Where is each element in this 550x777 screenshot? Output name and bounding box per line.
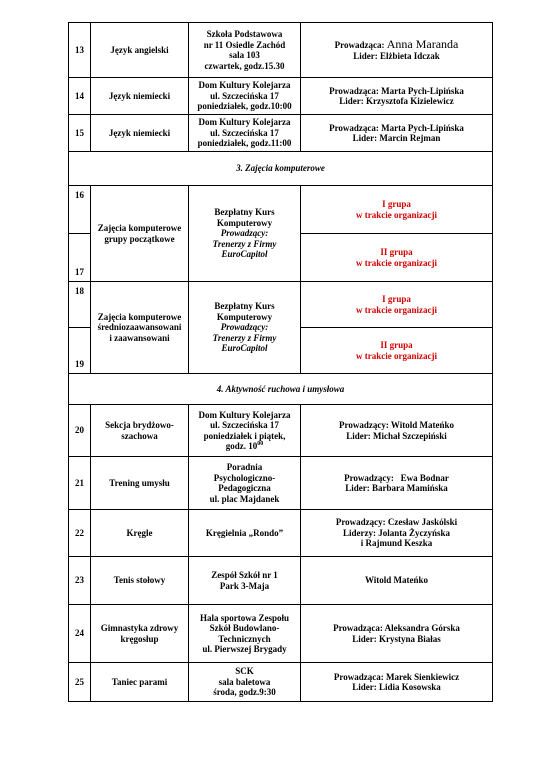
place-cell: Poradnia Psychologiczno- Pedagogiczna ul. plac Majdanek (189, 457, 301, 510)
subject-cell: Gimnastyka zdrowy kręgosłup (91, 605, 189, 663)
lead-name: Anna Maranda (386, 37, 459, 51)
row-number: 21 (69, 457, 91, 510)
row-number: 25 (69, 663, 91, 702)
group-status-cell: II grupa w trakcie organizacji (301, 328, 493, 374)
table-row (69, 186, 493, 234)
place-line: ul. Szczecińska 17 (210, 127, 279, 138)
section-heading-row (69, 152, 493, 186)
table-row (69, 605, 493, 663)
row-number: 15 (69, 115, 91, 152)
time-superscript: 00 (257, 441, 264, 447)
instructor-cell: Witold Mateńko (301, 557, 493, 605)
instructor-cell (301, 78, 493, 115)
place-line: ul. Szczecińska 17 (210, 90, 279, 101)
place-cell: Kręgielnia „Rondo” (189, 510, 301, 557)
place-cell (189, 115, 301, 152)
table-row (69, 663, 493, 702)
group-status-cell: I grupa w trakcie organizacji (301, 186, 493, 234)
instructor-cell: Prowadząca: Aleksandra Górska Lider: Krystyna Białas (301, 605, 493, 663)
row-number: 20 (69, 405, 91, 457)
leader-line: Lider: Marcin Rejman (352, 133, 441, 143)
table-row (69, 457, 493, 510)
place-cell: Zespół Szkół nr 1 Park 3-Maja (189, 557, 301, 605)
section-heading: 4. Aktywność ruchowa i umysłowa (69, 374, 493, 405)
place-line: Dom Kultury Kolejarza (198, 80, 291, 91)
subject-cell: Trening umysłu (91, 457, 189, 510)
time-text: godz. 10 (225, 441, 258, 451)
instructor-cell: Prowadzący: Witold Mateńko Lider: Michał Szczepiński (301, 405, 493, 457)
group-status-cell: I grupa w trakcie organizacji (301, 282, 493, 328)
place-cell: Dom Kultury Kolejarza ul. Szczecińska 17 poniedziałek i piątek, godz. $10^{00}$ (189, 405, 301, 457)
place-line: nr 11 Osiedle Zachód (203, 39, 286, 50)
subject-cell: Zajęcia komputerowe średniozaawansowani i zaawansowani (91, 282, 189, 374)
leader-line: Lider: Krzysztofa Kizielewicz (339, 96, 454, 106)
instructor-cell (301, 23, 493, 78)
place-cell (189, 23, 301, 78)
row-number: 19 (69, 328, 91, 374)
subject-cell: Język angielski (91, 23, 189, 78)
table-row (69, 557, 493, 605)
instructor-cell: Prowadząca: Marek Sienkiewicz Lider: Lidia Kosowska (301, 663, 493, 702)
subject-cell: Język niemiecki (91, 78, 189, 115)
lead-line: Prowadząca: Marta Pych-Lipińska (329, 122, 464, 133)
place-cell: Hala sportowa Zespołu Szkół Budowlano- Technicznych ul. Pierwszej Brygady (189, 605, 301, 663)
place-cell (189, 78, 301, 115)
row-number: 22 (69, 510, 91, 557)
place-cell: Bezpłatny Kurs Komputerowy Prowadzący: Trenerzy z Firmy EuroCapitol (189, 186, 301, 282)
table-row (69, 78, 493, 115)
instructor-cell: Prowadzący: Czesław Jaskólski Liderzy: Jolanta Życzyńska i Rajmund Keszka (301, 510, 493, 557)
table-row (69, 405, 493, 457)
place-line: sala 103 (229, 50, 260, 60)
leader-line: Lider: Elżbieta Idczak (353, 50, 440, 61)
instructor-cell (301, 115, 493, 152)
subject-cell: Sekcja brydżowo- szachowa (91, 405, 189, 457)
instructor-cell: Prowadzący: Ewa Bodnar Lider: Barbara Mamińska (301, 457, 493, 510)
table-row (69, 510, 493, 557)
lead-line: Prowadząca: Marta Pych-Lipińska (329, 85, 464, 96)
table-row (69, 282, 493, 328)
subject-cell: Taniec parami (91, 663, 189, 702)
schedule-table (68, 22, 493, 702)
row-number: 18 (69, 282, 91, 328)
place-line: poniedziałek, godz.10:00 (197, 101, 292, 112)
row-number: 24 (69, 605, 91, 663)
place-cell: Bezpłatny Kurs Komputerowy Prowadzący: Trenerzy z Firmy EuroCapitol (189, 282, 301, 374)
place-line: poniedziałek, godz.11:00 (197, 138, 292, 149)
subject-cell: Tenis stołowy (91, 557, 189, 605)
row-number: 14 (69, 78, 91, 115)
place-line: Dom Kultury Kolejarza (198, 117, 291, 128)
subject-cell: Kręgle (91, 510, 189, 557)
subject-cell: Zajęcia komputerowe grupy początkowe (91, 186, 189, 282)
place-line: czwartek, godz.15.30 (204, 60, 285, 71)
row-number: 17 (69, 234, 91, 282)
section-heading-row (69, 374, 493, 405)
group-status-cell: II grupa w trakcie organizacji (301, 234, 493, 282)
row-number: 13 (69, 23, 91, 78)
table-row (69, 115, 493, 152)
place-cell: SCK sala baletowa środa, godz.9:30 (189, 663, 301, 702)
row-number: 23 (69, 557, 91, 605)
subject-cell: Język niemiecki (91, 115, 189, 152)
lead-label: Prowadząca: (334, 40, 387, 50)
section-heading: 3. Zajęcia komputerowe (69, 152, 493, 186)
table-row (69, 23, 493, 78)
row-number: 16 (69, 186, 91, 234)
place-line: Szkoła Podstawowa (206, 29, 283, 39)
